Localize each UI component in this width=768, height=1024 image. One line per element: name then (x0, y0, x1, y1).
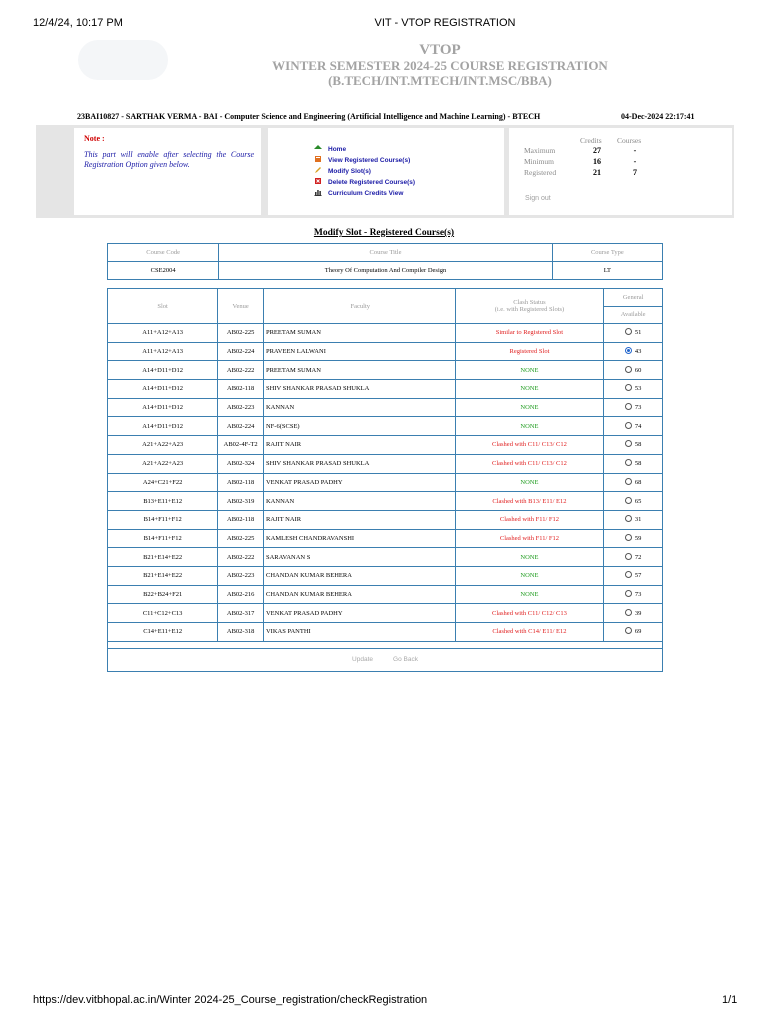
slot-code: A21+A22+A23 (108, 436, 218, 455)
venue: AB02-319 (218, 492, 264, 511)
note-text: This part will enable after selecting the Course Registration Option given below. (84, 150, 254, 169)
slot-code: B21+E14+E22 (108, 548, 218, 567)
slot-code: A11+A12+A13 (108, 324, 218, 343)
slot-row (108, 510, 663, 529)
menu-modify-slot-label: Modify Slot(s) (328, 168, 371, 175)
venue-header: Venue (218, 289, 264, 324)
faculty-name: PRAVEEN LALWANI (263, 342, 455, 361)
slot-code: A21+A22+A23 (108, 454, 218, 473)
available-count: 73 (634, 590, 642, 598)
available-count: 58 (634, 460, 642, 468)
slot-row (108, 361, 663, 380)
clash-status: NONE (455, 548, 604, 567)
general-header: General (604, 289, 663, 307)
course-type-header: Course Type (552, 244, 662, 262)
clash-status-subtitle: (i.e. with Registered Slots) (494, 306, 565, 313)
slot-code: B14+F11+F12 (108, 510, 218, 529)
update-button[interactable]: Update (352, 656, 374, 664)
available-count: 68 (634, 478, 642, 486)
available-cell (604, 417, 663, 436)
slot-radio[interactable] (625, 440, 632, 447)
course-table-header (108, 244, 663, 262)
available-count: 59 (634, 534, 642, 542)
faculty-name: CHANDAN KUMAR BEHERA (263, 566, 455, 585)
venue: AB02-4F-T2 (218, 436, 264, 455)
slot-row (108, 398, 663, 417)
slot-row (108, 585, 663, 604)
available-header: Available (604, 306, 663, 324)
faculty-name: SHIV SHANKAR PRASAD SHUKLA (263, 454, 455, 473)
slot-header: Slot (108, 289, 218, 324)
venue: AB02-324 (218, 454, 264, 473)
slot-radio[interactable] (625, 515, 632, 522)
clash-status: NONE (455, 585, 604, 604)
faculty-name: CHANDAN KUMAR BEHERA (263, 585, 455, 604)
clash-status-title: Clash Status (513, 299, 546, 306)
clash-status-header (455, 289, 604, 324)
available-cell (604, 529, 663, 548)
venue: AB02-222 (218, 548, 264, 567)
clash-status: Clashed with C11/ C13/ C12 (455, 454, 604, 473)
faculty-name: KANNAN (263, 492, 455, 511)
faculty-name: SARAVANAN S (263, 548, 455, 567)
note-title: Note : (84, 134, 105, 143)
spacer-row (108, 641, 663, 648)
menu-view-registered[interactable] (314, 156, 410, 166)
slot-row (108, 473, 663, 492)
faculty-name: VENKAT PRASAD PADHY (263, 473, 455, 492)
slot-radio[interactable] (625, 347, 632, 354)
chart-icon (314, 188, 322, 196)
menu-home[interactable] (314, 145, 346, 155)
slot-radio[interactable] (625, 478, 632, 485)
available-count: 73 (634, 404, 642, 412)
banner-programs: (B.TECH/INT.MTECH/INT.MSC/BBA) (328, 73, 552, 88)
minimum-courses: - (633, 157, 637, 166)
clash-status: Clashed with F11/ F12 (455, 510, 604, 529)
available-cell (604, 548, 663, 567)
available-count: 53 (634, 385, 642, 393)
slot-row (108, 417, 663, 436)
slots-table (107, 288, 663, 672)
clash-status: Registered Slot (455, 342, 604, 361)
available-count: 65 (634, 497, 642, 505)
banner-semester: WINTER SEMESTER 2024-25 COURSE REGISTRATION (272, 58, 608, 73)
banner-vtop: VTOP (419, 42, 461, 58)
available-cell (604, 380, 663, 399)
slot-radio[interactable] (625, 553, 632, 560)
available-cell (604, 604, 663, 623)
slot-radio[interactable] (625, 366, 632, 373)
slot-radio[interactable] (625, 384, 632, 391)
clash-status: Clashed with C11/ C13/ C12 (455, 436, 604, 455)
menu-delete-registered[interactable] (314, 178, 415, 188)
delete-icon (314, 177, 322, 185)
clash-status: NONE (455, 398, 604, 417)
available-count: 51 (634, 329, 642, 337)
page-title: Modify Slot - Registered Course(s) (313, 228, 455, 238)
slot-radio[interactable] (625, 459, 632, 466)
slot-radio[interactable] (625, 403, 632, 410)
clash-status: Clashed with C11/ C12/ C13 (455, 604, 604, 623)
venue: AB02-223 (218, 566, 264, 585)
print-url: https://dev.vitbhopal.ac.in/Winter 2024-25_Course_registration/checkRegistration (33, 994, 428, 1006)
venue: AB02-118 (218, 380, 264, 399)
minimum-label: Minimum (524, 157, 555, 166)
slot-code: C14+E11+E12 (108, 623, 218, 642)
clash-status: NONE (455, 361, 604, 380)
venue: AB02-216 (218, 585, 264, 604)
slot-radio[interactable] (625, 497, 632, 504)
available-cell (604, 473, 663, 492)
logo (78, 40, 168, 80)
clash-status: Similar to Registered Slot (455, 324, 604, 343)
slot-row (108, 604, 663, 623)
slot-row (108, 529, 663, 548)
available-cell (604, 454, 663, 473)
slot-code: B22+B24+F21 (108, 585, 218, 604)
spacer-cell (108, 641, 663, 648)
book-icon (314, 155, 322, 163)
registered-credits: 21 (593, 168, 601, 177)
maximum-label: Maximum (524, 146, 556, 155)
slot-row (108, 492, 663, 511)
course-code-header: Course Code (108, 244, 219, 262)
minimum-credits: 16 (593, 157, 601, 166)
slot-radio[interactable] (625, 571, 632, 578)
print-page: 1/1 (722, 994, 738, 1006)
clash-status: NONE (455, 566, 604, 585)
venue: AB02-225 (218, 529, 264, 548)
slot-radio[interactable] (625, 422, 632, 429)
menu-modify-slot[interactable] (314, 167, 371, 177)
edit-icon (314, 166, 322, 174)
slot-row (108, 436, 663, 455)
slot-radio[interactable] (625, 328, 632, 335)
actions-cell (108, 648, 663, 671)
available-cell (604, 585, 663, 604)
course-title: Theory Of Computation And Compiler Design (219, 262, 552, 280)
faculty-name: RAJIT NAIR (263, 436, 455, 455)
actions-row (108, 648, 663, 671)
slot-code: C11+C12+C13 (108, 604, 218, 623)
available-count: 39 (634, 609, 642, 617)
faculty-name: KAMLESH CHANDRAVANSHI (263, 529, 455, 548)
course-code: CSE2004 (108, 262, 219, 280)
slot-row (108, 454, 663, 473)
menu-delete-registered-label: Delete Registered Course(s) (328, 179, 416, 186)
faculty-name: PREETAM SUMAN (263, 361, 455, 380)
slot-code: B21+E14+E22 (108, 566, 218, 585)
student-info: 23BAI10827 - SARTHAK VERMA - BAI - Computer Science and Engineering (Artificial Intelligence and Machine Learning) - BTECH (77, 112, 541, 121)
clash-status: Clashed with B13/ E11/ E12 (455, 492, 604, 511)
available-cell (604, 342, 663, 361)
faculty-header: Faculty (263, 289, 455, 324)
menu-box (268, 128, 504, 215)
venue: AB02-223 (218, 398, 264, 417)
slot-code: B14+F11+F12 (108, 529, 218, 548)
menu-curriculum-credits[interactable] (314, 189, 403, 199)
faculty-name: SHIV SHANKAR PRASAD SHUKLA (263, 380, 455, 399)
available-cell (604, 566, 663, 585)
available-cell (604, 398, 663, 417)
slot-code: A14+D11+D12 (108, 398, 218, 417)
menu-curriculum-credits-label: Curriculum Credits View (328, 190, 404, 197)
registered-courses: 7 (633, 168, 637, 177)
faculty-name: PREETAM SUMAN (263, 324, 455, 343)
slot-radio[interactable] (625, 609, 632, 616)
slot-radio[interactable] (625, 590, 632, 597)
clash-status: Clashed with C14/ E11/ E12 (455, 623, 604, 642)
available-count: 57 (634, 572, 642, 580)
faculty-name: VENKAT PRASAD PADHY (263, 604, 455, 623)
venue: AB02-222 (218, 361, 264, 380)
home-icon (314, 145, 322, 149)
venue: AB02-224 (218, 342, 264, 361)
maximum-credits: 27 (593, 146, 601, 155)
faculty-name: NF-6(SCSE) (263, 417, 455, 436)
slot-radio[interactable] (625, 534, 632, 541)
course-title-header: Course Title (219, 244, 552, 262)
venue: AB02-118 (218, 510, 264, 529)
print-date: 12/4/24, 10:17 PM (33, 17, 123, 29)
faculty-name: RAJIT NAIR (263, 510, 455, 529)
go-back-button[interactable]: Go Back (393, 656, 418, 664)
slot-code: B13+E11+E12 (108, 492, 218, 511)
available-cell (604, 510, 663, 529)
credits-header: Credits (580, 136, 602, 145)
available-cell (604, 361, 663, 380)
available-count: 58 (634, 441, 642, 449)
venue: AB02-225 (218, 324, 264, 343)
slot-code: A14+D11+D12 (108, 417, 218, 436)
slot-row (108, 623, 663, 642)
faculty-name: KANNAN (263, 398, 455, 417)
slot-radio[interactable] (625, 627, 632, 634)
venue: AB02-318 (218, 623, 264, 642)
available-count: 69 (634, 628, 642, 636)
available-cell (604, 324, 663, 343)
clash-status: NONE (455, 380, 604, 399)
slot-row (108, 324, 663, 343)
menu-home-label: Home (328, 146, 347, 153)
course-table (107, 243, 663, 280)
available-cell (604, 623, 663, 642)
slots-header-row (108, 289, 663, 307)
slot-row (108, 380, 663, 399)
venue: AB02-317 (218, 604, 264, 623)
slot-code: A11+A12+A13 (108, 342, 218, 361)
available-count: 60 (634, 366, 642, 374)
slot-row (108, 566, 663, 585)
available-count: 31 (634, 516, 642, 524)
slot-code: A24+C21+F22 (108, 473, 218, 492)
slot-row (108, 548, 663, 567)
available-cell (604, 492, 663, 511)
course-row (108, 262, 663, 280)
course-type: LT (552, 262, 662, 280)
courses-header: Courses (617, 136, 642, 145)
banner (200, 43, 680, 88)
slot-row (108, 342, 663, 361)
print-title: VIT - VTOP REGISTRATION (374, 17, 516, 29)
venue: AB02-118 (218, 473, 264, 492)
registered-label: Registered (524, 168, 557, 177)
faculty-name: VIKAS PANTHI (263, 623, 455, 642)
available-count: 74 (634, 422, 642, 430)
maximum-courses: - (633, 146, 637, 155)
available-count: 72 (634, 553, 642, 561)
available-count: 43 (634, 348, 642, 356)
clash-status: NONE (455, 473, 604, 492)
current-datetime: 04-Dec-2024 22:17:41 (621, 112, 695, 121)
slot-code: A14+D11+D12 (108, 380, 218, 399)
slot-code: A14+D11+D12 (108, 361, 218, 380)
clash-status: NONE (455, 417, 604, 436)
available-cell (604, 436, 663, 455)
venue: AB02-224 (218, 417, 264, 436)
menu-view-registered-label: View Registered Course(s) (328, 157, 411, 164)
clash-status: Clashed with F11/ F12 (455, 529, 604, 548)
sign-out-link[interactable]: Sign out (525, 195, 551, 202)
